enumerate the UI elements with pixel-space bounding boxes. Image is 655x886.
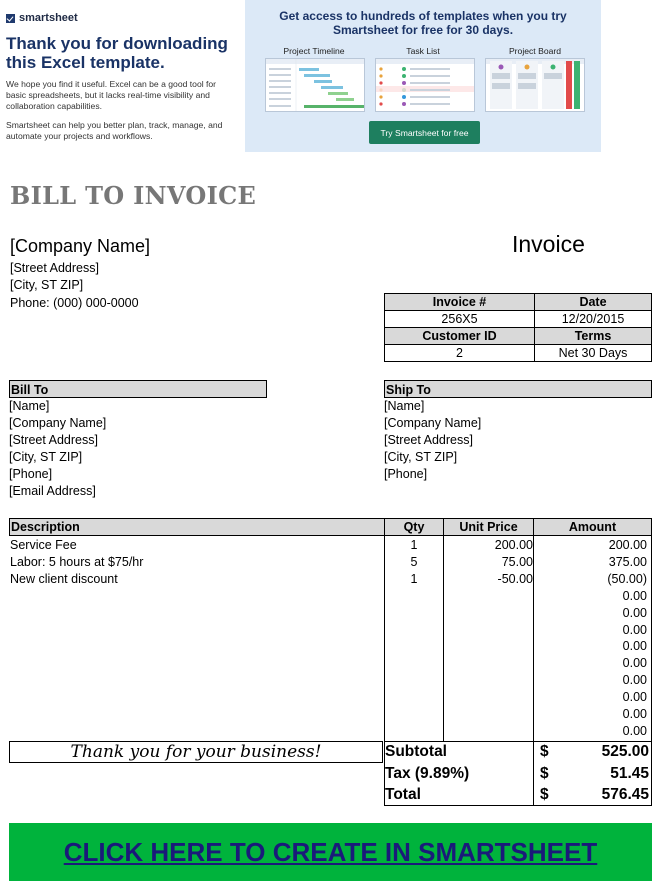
item-amount: 375.00 — [608, 554, 647, 569]
item-qty: 1 — [410, 538, 418, 552]
ship-to-line: [Name] — [384, 399, 425, 413]
bill-to-line: [Street Address] — [9, 433, 98, 447]
seller-company-name: [Company Name] — [10, 236, 151, 256]
item-amount: 0.00 — [622, 605, 647, 620]
terms-label: Terms — [535, 328, 652, 345]
total-label: Subtotal — [385, 743, 447, 760]
item-amount: 0.00 — [622, 622, 647, 637]
item-qty: 1 — [410, 571, 418, 586]
bill-to-section — [9, 380, 267, 500]
smartsheet-logo[interactable] — [6, 12, 78, 24]
ship-to-heading: Ship To — [384, 380, 652, 398]
board-preview-icon — [486, 59, 584, 111]
promo-title: Thank you for downloading this Excel template. — [6, 34, 228, 72]
ship-to-line: [Phone] — [384, 467, 428, 481]
ship-to-line: [City, ST ZIP] — [384, 450, 458, 464]
currency-symbol: $ — [540, 743, 549, 760]
item-description: Labor: 5 hours at $75/hr — [10, 554, 144, 569]
qty-header: Qty — [384, 518, 444, 536]
thumb-label-timeline: Project Timeline — [283, 46, 345, 56]
item-qty: 5 — [410, 554, 418, 569]
promo-paragraph-1: We hope you find it useful. Excel can be a good tool for basic spreadsheets, but it lacks real-time visibility and collaboration capabilities. — [6, 79, 217, 111]
ship-to-line: [Street Address] — [384, 433, 473, 447]
project-board-thumbnail — [485, 58, 585, 112]
date-label: Date — [535, 294, 652, 311]
invoice-number-value: 256X5 — [385, 311, 535, 328]
item-description: New client discount — [10, 571, 118, 586]
bill-to-line: [Company Name] — [9, 416, 107, 430]
task-list-thumbnail — [375, 58, 475, 112]
item-unit-price: -50.00 — [497, 571, 533, 586]
item-amount: 0.00 — [622, 673, 647, 688]
thumb-label-tasklist: Task List — [406, 46, 440, 56]
invoice-number-label: Invoice # — [385, 294, 535, 311]
total-value: 576.45 — [601, 786, 649, 803]
amount-header: Amount — [533, 518, 652, 536]
ship-to-line: [Company Name] — [384, 416, 482, 430]
terms-value: Net 30 Days — [535, 345, 652, 362]
bill-to-line: [Phone] — [9, 467, 53, 481]
customer-id-label: Customer ID — [385, 328, 535, 345]
total-label: Tax (9.89%) — [385, 765, 470, 782]
totals-bottom-border — [384, 805, 652, 806]
thumb-label-board: Project Board — [508, 46, 562, 56]
item-amount: 0.00 — [622, 656, 647, 671]
item-amount: 0.00 — [622, 639, 647, 654]
line-items-table — [9, 518, 652, 742]
try-smartsheet-button[interactable]: Try Smartsheet for free — [369, 121, 480, 144]
unit-price-header: Unit Price — [443, 518, 534, 536]
item-unit-price: 200.00 — [494, 538, 533, 552]
item-amount: (50.00) — [607, 571, 647, 586]
description-header-label: Description — [11, 520, 80, 534]
item-amount: 0.00 — [622, 690, 647, 705]
item-amount: 200.00 — [608, 538, 647, 552]
item-amount: 0.00 — [622, 588, 647, 603]
description-header — [9, 518, 385, 536]
item-description: Service Fee — [10, 538, 77, 552]
create-in-smartsheet-link[interactable]: CLICK HERE TO CREATE IN SMARTSHEET — [63, 836, 598, 867]
date-value: 12/20/2015 — [535, 311, 652, 328]
bill-to-line: [Name] — [9, 399, 50, 413]
brand-name: smartsheet — [19, 12, 78, 24]
item-amount: 0.00 — [622, 707, 647, 721]
item-amount: 0.00 — [622, 723, 647, 738]
seller-city: [City, ST ZIP] — [10, 278, 84, 292]
project-timeline-thumbnail — [265, 58, 365, 112]
task-list-preview-icon — [376, 59, 474, 111]
gantt-preview-icon — [266, 59, 364, 111]
invoice-meta-table — [384, 293, 652, 362]
table-right-border — [651, 518, 652, 806]
smartsheet-logo-icon — [6, 14, 15, 23]
promo-headline: Get access to hundreds of templates when you try Smartsheet for free for 30 days. — [279, 9, 567, 37]
bill-to-line: [City, ST ZIP] — [9, 450, 83, 464]
total-label: Total — [385, 786, 421, 803]
invoice-heading: Invoice — [512, 231, 585, 257]
thank-you-note: Thank you for your business! — [9, 741, 383, 763]
promo-banner-right[interactable] — [245, 0, 601, 152]
create-in-smartsheet-banner[interactable] — [9, 823, 652, 881]
total-value: 51.45 — [610, 765, 649, 782]
promo-banner-left — [0, 0, 240, 152]
currency-symbol: $ — [540, 765, 549, 782]
totals-top-border — [384, 741, 652, 742]
bill-to-line: [Email Address] — [9, 484, 96, 498]
promo-paragraph-2: Smartsheet can help you better plan, track, manage, and automate your projects and workflows. — [6, 120, 223, 141]
customer-id-value: 2 — [385, 345, 535, 362]
currency-symbol: $ — [540, 786, 549, 803]
seller-phone: Phone: (000) 000-0000 — [10, 296, 139, 310]
seller-street: [Street Address] — [10, 261, 99, 275]
document-title: BILL TO INVOICE — [10, 181, 257, 210]
item-unit-price: 75.00 — [501, 554, 533, 569]
ship-to-section — [384, 380, 652, 483]
bill-to-heading: Bill To — [9, 380, 267, 398]
total-value: 525.00 — [601, 743, 649, 760]
